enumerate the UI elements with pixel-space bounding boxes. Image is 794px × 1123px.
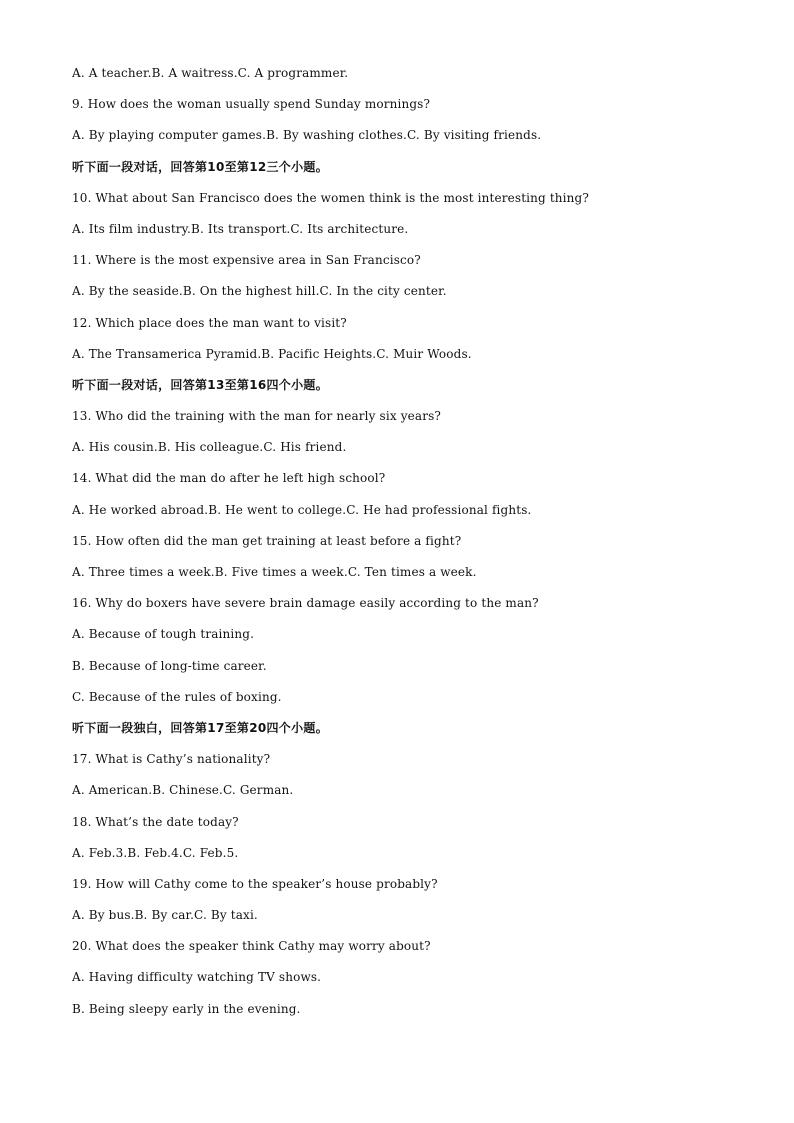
answer-options: A. He worked abroad.B. He went to college.C. He had professional fights. <box>72 502 532 517</box>
answer-options: C. Because of the rules of boxing. <box>72 689 282 704</box>
answer-options: A. By bus.B. By car.C. By taxi. <box>72 908 258 923</box>
section-heading: 听下面一段独白，回答第17至第20四个小题。 <box>72 720 328 735</box>
question-text: 14. What did the man do after he left high school? <box>72 471 386 486</box>
question-text: 12. Which place does the man want to visit? <box>72 315 347 330</box>
question-text: 18. What’s the date today? <box>72 814 239 829</box>
answer-options: A. Feb.3.B. Feb.4.C. Feb.5. <box>72 845 239 860</box>
answer-options: A. Because of tough training. <box>72 627 255 642</box>
answer-options: A. By the seaside.B. On the highest hill.C. In the city center. <box>72 284 447 299</box>
answer-options: B. Because of long-time career. <box>72 658 267 673</box>
question-text: 19. How will Cathy come to the speaker’s house probably? <box>72 876 438 891</box>
answer-options: A. Three times a week.B. Five times a week.C. Ten times a week. <box>72 565 477 579</box>
question-text: 9. How does the woman usually spend Sunday mornings? <box>72 97 431 112</box>
question-text: 17. What is Cathy’s nationality? <box>72 752 271 767</box>
answer-options: A. Its film industry.B. Its transport.C. Its architecture. <box>72 221 409 236</box>
section-heading: 听下面一段对话，回答第13至第16四个小题。 <box>72 377 328 392</box>
document-page <box>72 66 752 1033</box>
question-text: 16. Why do boxers have severe brain damage easily according to the man? <box>72 596 539 611</box>
section-heading: 听下面一段对话，回答第10至第12三个小题。 <box>72 159 328 174</box>
answer-options: A. The Transamerica Pyramid.B. Pacific Heights.C. Muir Woods. <box>72 346 472 361</box>
question-text: 13. Who did the training with the man for nearly six years? <box>72 409 442 424</box>
question-text: 10. What about San Francisco does the women think is the most interesting thing? <box>72 190 589 205</box>
question-text: 20. What does the speaker think Cathy may worry about? <box>72 939 431 954</box>
question-text: 11. Where is the most expensive area in San Francisco? <box>72 253 421 268</box>
answer-options: A. His cousin.B. His colleague.C. His friend. <box>72 440 347 455</box>
answer-options: B. Being sleepy early in the evening. <box>72 1001 301 1016</box>
answer-options: A. Having difficulty watching TV shows. <box>72 970 322 985</box>
answer-options: A. By playing computer games.B. By washing clothes.C. By visiting friends. <box>72 128 542 143</box>
question-text: 15. How often did the man get training at least before a fight? <box>72 533 462 548</box>
answer-options: A. American.B. Chinese.C. German. <box>72 783 294 798</box>
answer-options: A. A teacher.B. A waitress.C. A programmer. <box>72 66 349 80</box>
